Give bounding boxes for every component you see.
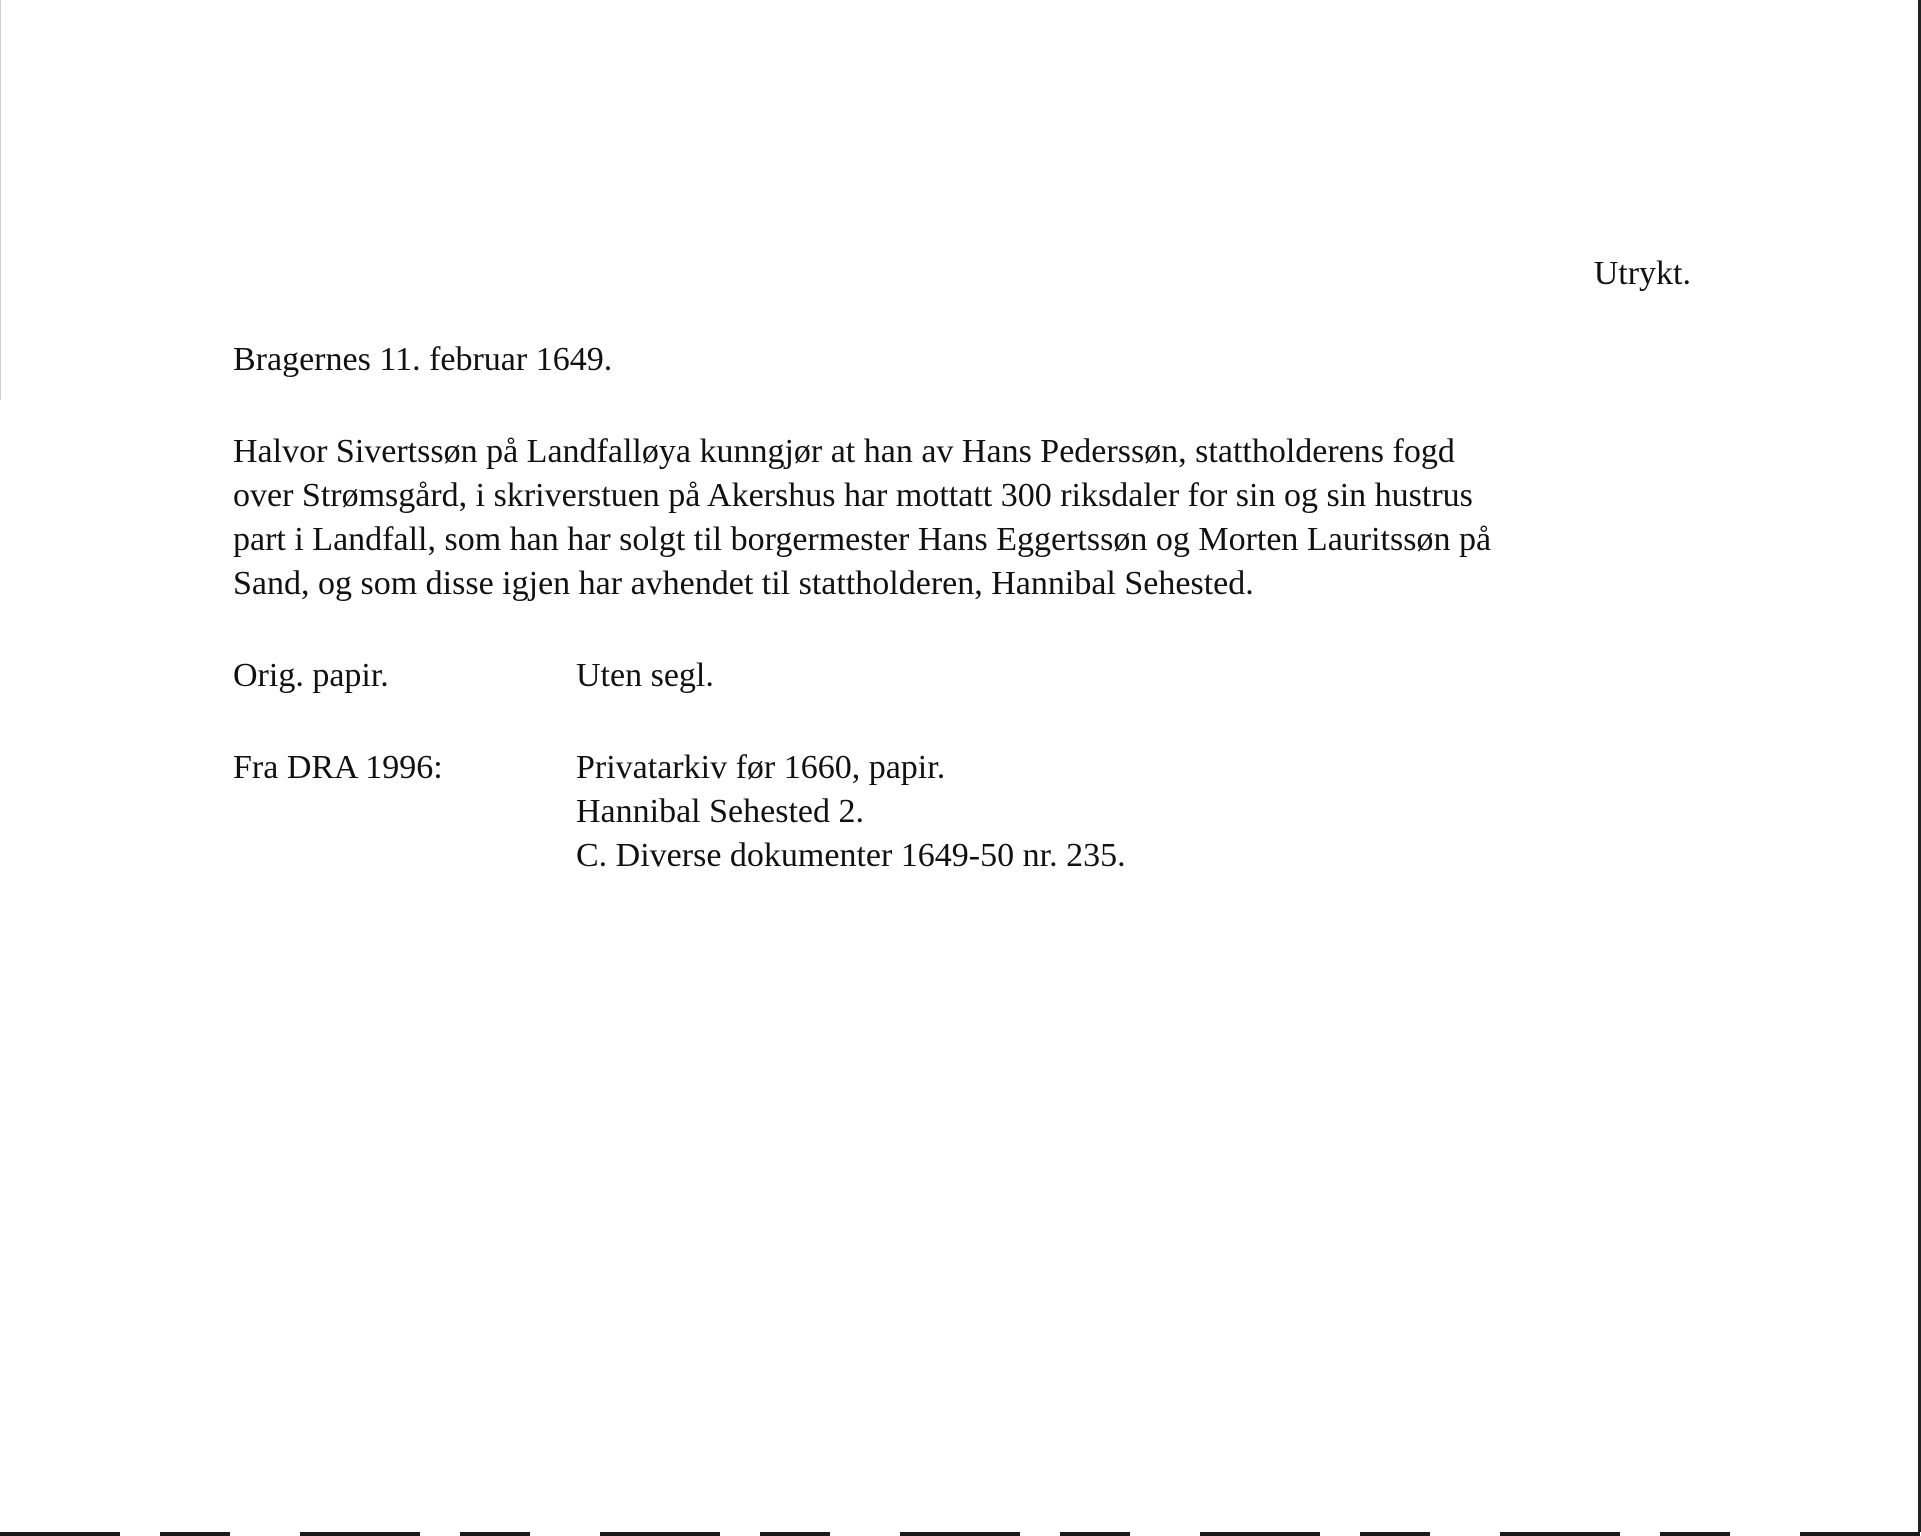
original-value: Uten segl. (576, 657, 714, 694)
summary-line: part i Landfall, som han har solgt til borgermester Hans Eggertssøn og Morten Lauritssøn på (233, 521, 1492, 558)
source-value (576, 746, 1126, 878)
original-label: Orig. papir. (233, 657, 389, 694)
source-line: Privatarkiv før 1660, papir. (576, 749, 946, 786)
scan-edge-left (0, 0, 1, 400)
scan-edge-bottom (0, 1532, 1921, 1536)
source-line: Hannibal Sehested 2. (576, 793, 864, 830)
summary-line: Halvor Sivertssøn på Landfalløya kunngjør at han av Hans Pederssøn, stattholderens fogd (233, 433, 1455, 470)
print-status: Utrykt. (1593, 255, 1691, 292)
source-label: Fra DRA 1996: (233, 749, 443, 786)
date-place-line: Bragernes 11. februar 1649. (233, 341, 613, 378)
summary-line: over Strømsgård, i skriverstuen på Akershus har mottatt 300 riksdaler for sin og sin hustrus (233, 477, 1473, 514)
summary-line: Sand, og som disse igjen har avhendet til stattholderen, Hannibal Sehested. (233, 565, 1254, 602)
source-line: C. Diverse dokumenter 1649-50 nr. 235. (576, 837, 1126, 874)
document-summary (233, 430, 1693, 606)
